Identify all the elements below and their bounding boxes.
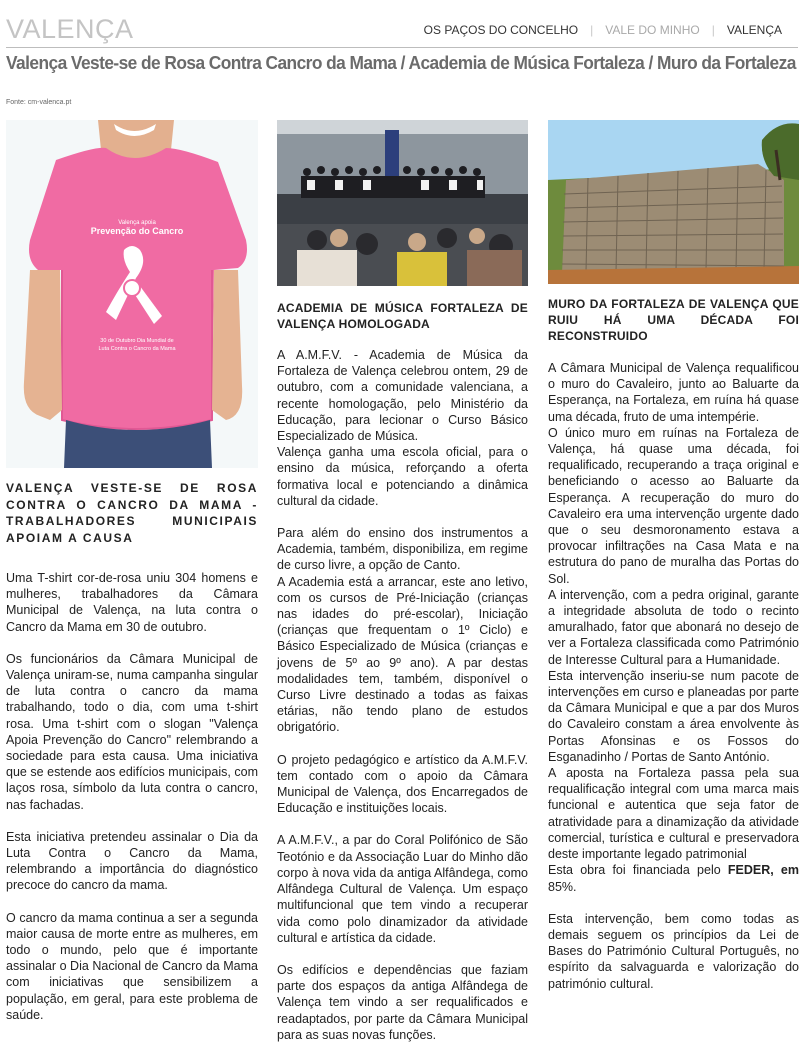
shirt-slogan-line2: Prevenção do Cancro: [90, 226, 184, 236]
shirt-slogan-line1: Valença apoia: [118, 220, 156, 226]
article-paragraph: O projeto pedagógico e artístico da A.M.F.V. tem contado com o apoio da Câmara Municipal de Valença, dos Encarregados de Educação e instituições locais.: [277, 752, 528, 816]
top-navigation: [424, 23, 782, 37]
nav-separator: |: [590, 23, 594, 37]
article-paragraph: Esta intervenção, bem como todas as demais seguem os princípios da Lei de Bases do Património Cultural Português, no espírito da salvaguarda e valorização do património cultural.: [548, 911, 799, 991]
pink-tshirt-photo: [6, 120, 258, 468]
article-title: ACADEMIA DE MÚSICA FORTALEZA DE VALENÇA HOMOLOGADA: [277, 301, 528, 331]
article-paragraph: A Academia está a arrancar, este ano letivo, com os cursos de Pré-Iniciação (crianças nas idades do pré-escolar), Iniciação (crianças que frequentam o 1º Ciclo) e Básico Especializado de Música (crianças e jovens de 5º ao 9º ano). A par destas modalidades tem, também, disponível o Curso Livre destinado a todas as faixas etárias, não tendo plano de estudos obrigatório.: [277, 574, 528, 735]
fortress-wall-photo: [548, 120, 799, 284]
article-paragraph: O único muro em ruínas na Fortaleza de Valença, há quase uma década, foi requalificado, recuperando a traça original e beneficiando o acesso ao Baluarte da Esperança. A recuperação do muro do Cavaleiro era uma intervenção urgente dado que o seu desmoronamento estava a provocar infiltrações na Casa Mata e na estrutura do pano de muralha das Portas do Sol.: [548, 425, 799, 586]
choir-illustration: [277, 120, 528, 286]
shirt-date-line2: Luta Contra o Cancro da Mama: [98, 346, 176, 352]
nav-link-valenca[interactable]: VALENÇA: [726, 23, 782, 37]
funding-percent: 85%.: [548, 879, 577, 894]
article-paragraph: A A.M.F.V., a par do Coral Polifónico de São Teotónio e da Associação Luar do Minho dão corpo à nova vida da antiga Alfândega, como Alfândega Cultural de Valença. Um espaço multifuncional que tem vindo a recuperar vida como polo dinamizador da atividade cultural e artística da cidade.: [277, 833, 528, 945]
article-paragraph: Os funcionários da Câmara Municipal de Valença uniram-se, numa campanha singular de luta contra o cancro da mama trabalhando, todo o dia, com uma t-shirt rosa. Uma t-shirt com o slogan "Valença Apoia Prevenção do Cancro" relembrando a sociedade para esta causa. Uma iniciativa que se estende aos edifícios municipais, com laços rosa, símbolo da luta contra o cancro, nas fachadas.: [6, 651, 258, 812]
stone-wall-illustration: [548, 120, 799, 284]
funding-text: Esta obra foi financiada pelo: [548, 863, 728, 878]
article-paragraph: Valença ganha uma escola oficial, para o ensino da música, reforçando a oferta formativa local e potenciando a dinâmica cultural da cidade.: [277, 445, 528, 508]
nav-link-pacos-do-concelho[interactable]: OS PAÇOS DO CONCELHO: [423, 23, 579, 37]
article-paragraph: O cancro da mama continua a ser a segunda maior causa de morte entre as mulheres, em todo o mundo, pelo que é importante assinalar o Dia Nacional de Cancro da Mama com iniciativas que sensibilizem a população, em geral, para este problema de saúde.: [6, 910, 258, 1022]
article-breast-cancer: [6, 120, 258, 1023]
page-headline: Valença Veste-se de Rosa Contra Cancro da Mama / Academia de Música Fortaleza / Muro da Fortaleza: [6, 52, 796, 73]
source-credit: Fonte: cm-valenca.pt: [6, 99, 72, 106]
pink-tshirt-illustration: [6, 120, 258, 468]
funding-paragraph: [548, 862, 799, 894]
site-brand[interactable]: VALENÇA: [6, 14, 134, 44]
article-paragraph: Esta intervenção inseriu-se num pacote de intervenções em curso e planeadas por parte da Câmara Municipal e que a par dos Muros do Cavaleiro constam a área envolvente às Portas Afonsinas e os Fossos do Esganadinho / Portas de Santo António.: [548, 668, 799, 764]
article-paragraph: Os edifícios e dependências que faziam parte dos espaços da antiga Alfândega de Valença tem vindo a ser requalificados e readaptados, por parte da Câmara Municipal para as suas novas funções.: [277, 962, 528, 1042]
article-title: VALENÇA VESTE-SE DE ROSA CONTRA O CANCRO DA MAMA - TRABALHADORES MUNICIPAIS APOIAM A CAUSA: [6, 481, 258, 545]
choir-performance-photo: [277, 120, 528, 286]
site-header: [6, 12, 798, 48]
article-paragraph: Uma T-shirt cor-de-rosa uniu 304 homens e mulheres, trabalhadores da Câmara Municipal de Valença, na luta contra o Cancro da Mama em 30 de outubro.: [6, 571, 258, 634]
article-fortress-wall: [548, 120, 799, 992]
article-title: MURO DA FORTALEZA DE VALENÇA QUE RUIU HÁ UMA DÉCADA FOI RECONSTRUIDO: [548, 297, 799, 343]
nav-link-vale-do-minho[interactable]: VALE DO MINHO: [605, 23, 700, 37]
funding-feder: FEDER, em: [727, 863, 799, 878]
shirt-date-line1: 30 de Outubro Dia Mundial de: [100, 338, 174, 344]
article-paragraph: A aposta na Fortaleza passa pela sua requalificação integral com uma marca mais funcional e autentica que seja fator de atratividade para a dinamização da atividade comercial, turística e cultural e preservadora deste importante legado patrimonial: [548, 766, 799, 862]
article-paragraph: Para além do ensino dos instrumentos a Academia, também, disponibiliza, em regime de curso livre, a opção de Canto.: [277, 526, 528, 573]
article-paragraph: A intervenção, com a pedra original, garante a integridade absoluta de todo o recinto amuralhado, fator que abonará no desejo de ver a Fortaleza classificada como Património de Interesse Cultural para a Humanidade.: [548, 587, 799, 667]
article-paragraph: A A.M.F.V. - Academia de Música da Fortaleza de Valença celebrou ontem, 29 de outubro, com a comunidade valenciana, a recente homologação, pelo Ministério da Educação, para lecionar o Curso Básico Especializado de Música.: [277, 348, 528, 444]
article-paragraph: A Câmara Municipal de Valença requalificou o muro do Cavaleiro, junto ao Baluarte da Esperança, na Fortaleza, em ruína há quase uma década, fruto de uma intempérie.: [548, 361, 799, 424]
article-music-academy: [277, 120, 528, 1043]
nav-separator: |: [711, 23, 715, 37]
article-paragraph: Esta iniciativa pretendeu assinalar o Dia da Luta Contra o Cancro da Mama, relembrando a importância do diagnóstico precoce do cancro da mama.: [6, 829, 258, 893]
